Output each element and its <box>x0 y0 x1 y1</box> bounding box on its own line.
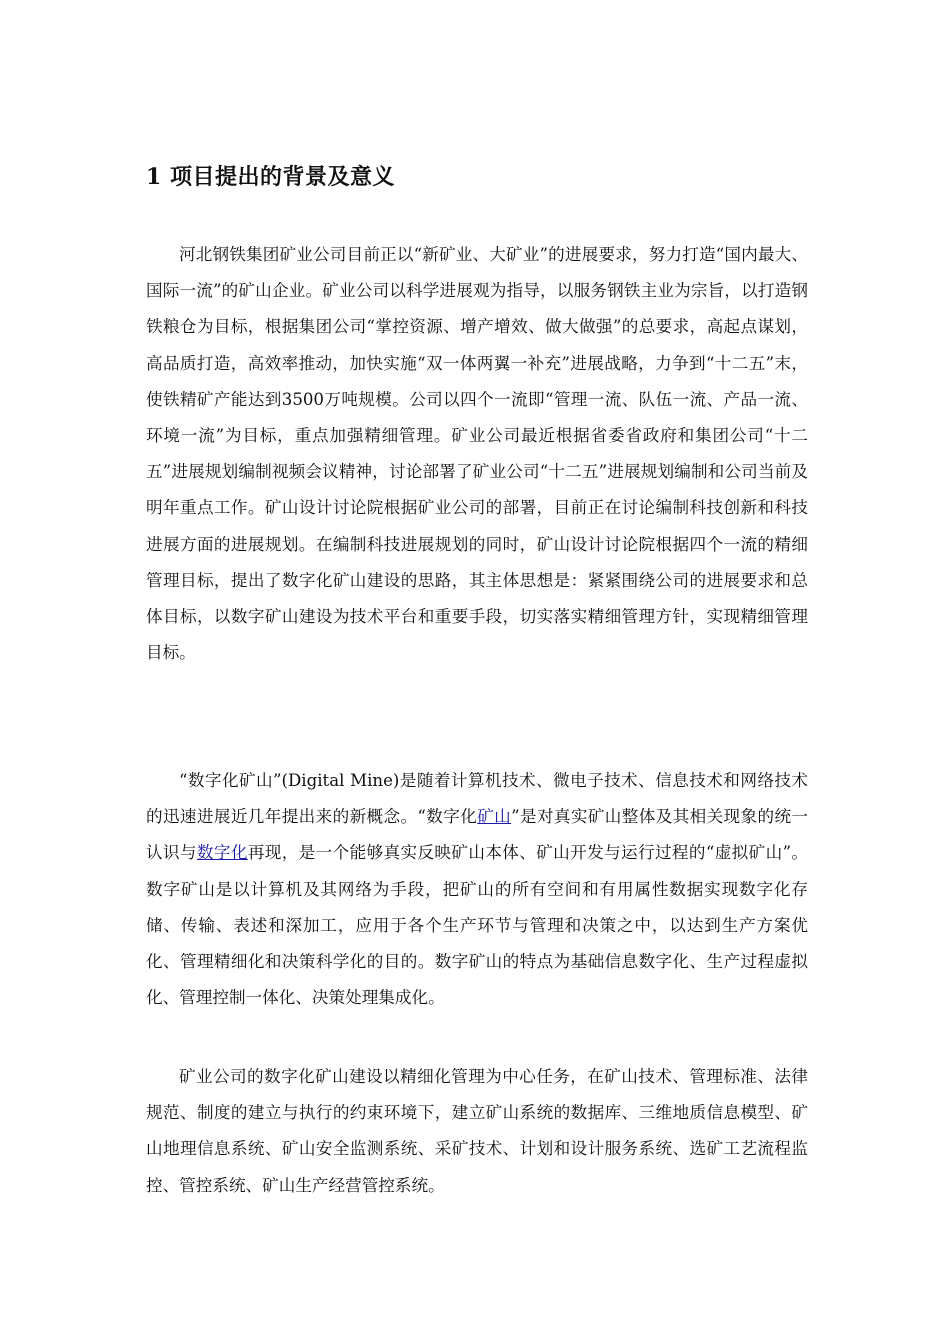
link-digitalization[interactable]: 数字化 <box>196 843 248 863</box>
paragraph-digital-mine <box>146 763 808 1016</box>
paragraph-construction: 矿业公司的数字化矿山建设以精细化管理为中心任务，在矿山技术、管理标准、法律规范、制度的建立与执行的约束环境下，建立矿山系统的数据库、三维地质信息模型、矿山地理信息系统、矿山安全监测系统、采矿技术、计划和设计服务系统、选矿工艺流程监控、管控系统、矿山生产经营管控系统。 <box>146 1067 808 1195</box>
section-heading: 1 项目提出的背景及意义 <box>146 164 395 190</box>
paragraph-background: 河北钢铁集团矿业公司目前正以“新矿业、大矿业”的进展要求，努力打造“国内最大、国际一流”的矿山企业。矿业公司以科学进展观为指导，以服务钢铁主业为宗旨，以打造钢铁粮仓为目标，根据集团公司“掌控资源、增产增效、做大做强”的总要求，高起点谋划，高品质打造，高效率推动，加快实施“双一体两翼一补充”进展战略，力争到“十二五”末，使铁精矿产能达到3500万吨规模。公司以四个一流即“管理一流、队伍一流、产品一流、环境一流”为目标，重点加强精细管理。矿业公司最近根据省委省政府和集团公司“十二五”进展规划编制视频会议精神，讨论部署了矿业公司“十二五”进展规划编制和公司当前及明年重点工作。矿山设计讨论院根据矿业公司的部署，目前正在讨论编制科技创新和科技进展方面的进展规划。在编制科技进展规划的同时，矿山设计讨论院根据四个一流的精细管理目标，提出了数字化矿山建设的思路，其主体思想是：紧紧围绕公司的进展要求和总体目标，以数字矿山建设为技术平台和重要手段，切实落实精细管理方针，实现精细管理目标。 <box>146 245 808 663</box>
paragraph-text-segment: “数字化矿山”(Digital Mine)是随着计算机技术、微电子技术、信息技术和网络技术的迅速进展近几年提出来的新概念。“数字化 <box>146 771 808 827</box>
paragraph-text-segment: ”是对真实矿山整体及其相关现象的统一认识与 <box>146 807 809 863</box>
link-mine[interactable]: 矿山 <box>477 807 512 827</box>
paragraph-text-segment: 再现，是一个能够真实反映矿山本体、矿山开发与运行过程的“虚拟矿山”。数字矿山是以计算机及其网络为手段，把矿山的所有空间和有用属性数据实现数字化存储、传输、表述和深加工，应用于各个生产环节与管理和决策之中，以达到生产方案优化、管理精细化和决策科学化的目的。数字矿山的特点为基础信息数字化、生产过程虚拟化、管理控制一体化、决策处理集成化。 <box>146 843 809 1008</box>
